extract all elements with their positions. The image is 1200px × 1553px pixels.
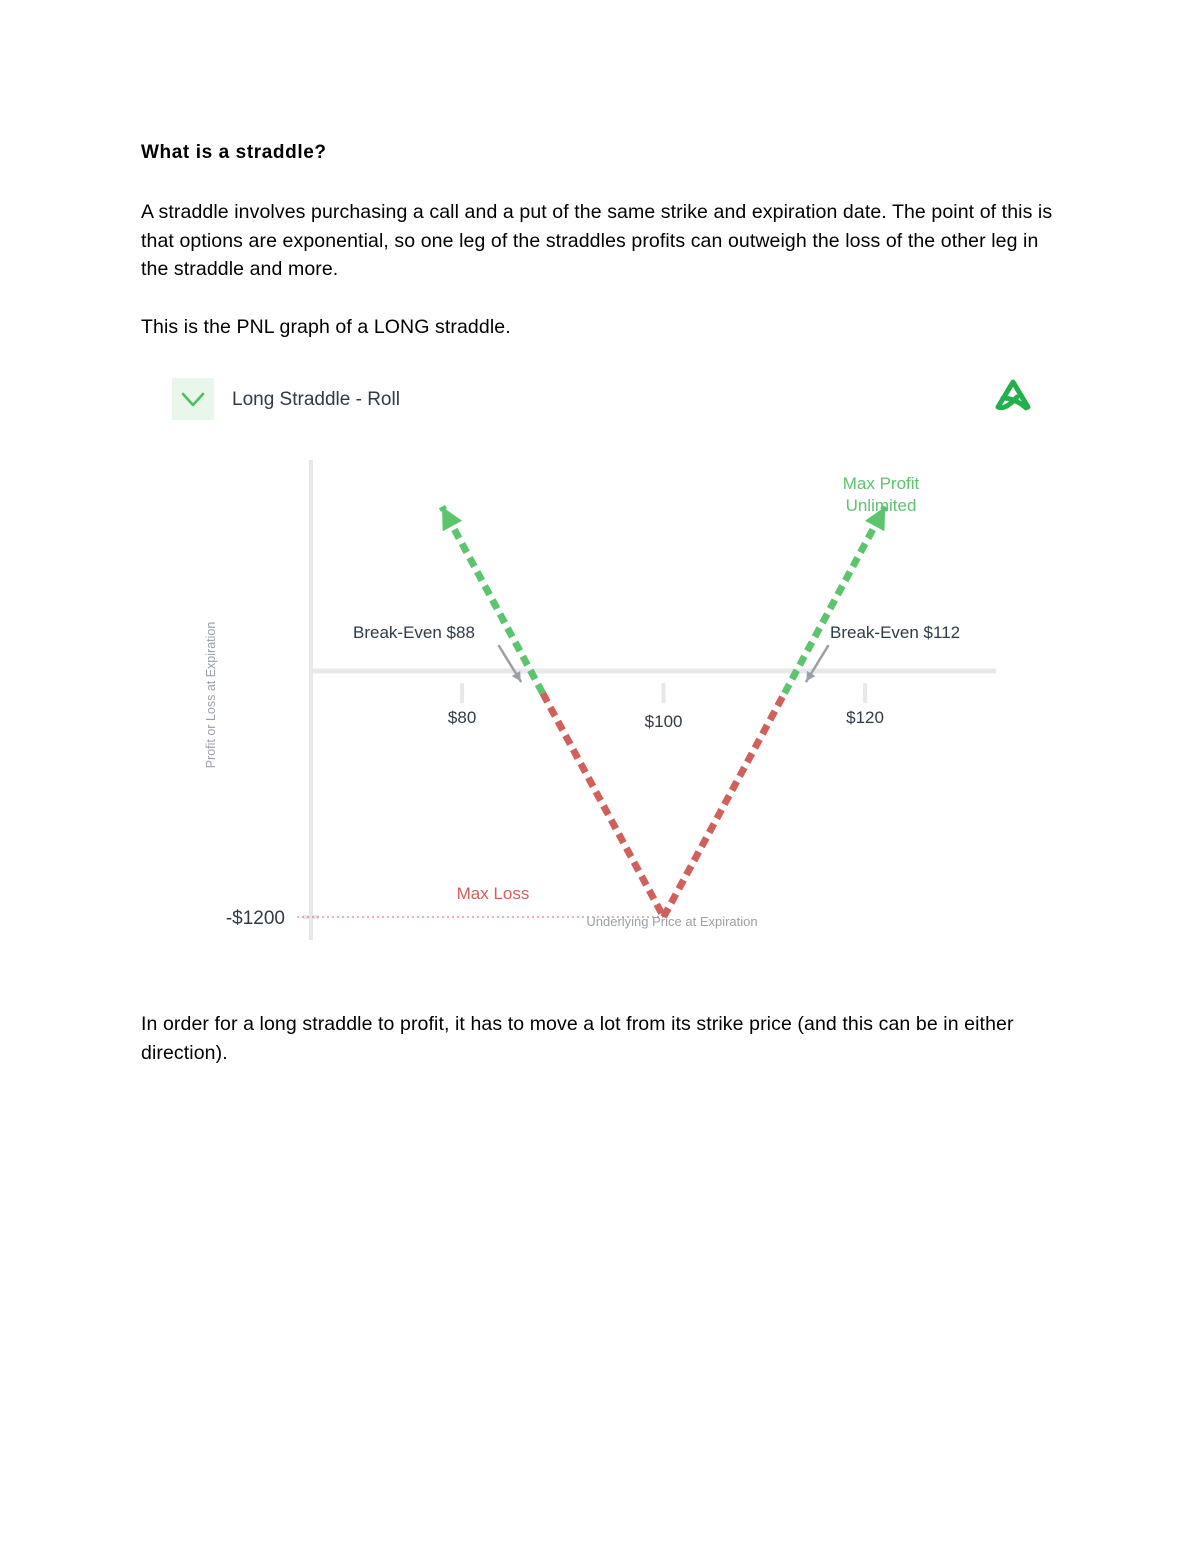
break-even-left-label: Break-Even $88 <box>353 623 475 642</box>
chevron-button-bg[interactable] <box>172 378 214 420</box>
paragraph-conclusion: In order for a long straddle to profit, it has to move a lot from its strike price (and this can be in either direction). <box>141 1013 1014 1064</box>
x-tick-label: $100 <box>644 712 683 732</box>
arrowhead-left-profit <box>442 507 462 532</box>
x-tick-label: $120 <box>846 708 884 728</box>
robinhood-style-logo-icon <box>998 382 1028 408</box>
document-heading: What is a straddle? <box>141 142 327 163</box>
paragraph-graph-intro: This is the PNL graph of a LONG straddle. <box>141 316 511 338</box>
pnl-chart-svg <box>160 365 1060 955</box>
break-even-right-label: Break-Even $112 <box>830 623 961 642</box>
paragraph-definition: A straddle involves purchasing a call and a put of the same strike and expiration date. The point of this is that options are exponential, so one leg of the straddles profits can outweigh the loss of the other leg in the straddle and more. <box>141 201 1053 280</box>
pnl-line-right-profit <box>785 507 886 694</box>
pnl-line-left-profit <box>442 507 543 694</box>
figure-title: Long Straddle - Roll <box>232 389 400 410</box>
max-profit-label: Max Profit <box>842 474 920 493</box>
x-axis-label: Underlying Price at Expiration <box>586 914 758 929</box>
y-axis-label: Profit or Loss at Expiration <box>204 621 218 769</box>
max-profit-sublabel: Unlimited <box>845 496 917 515</box>
pnl-chart-figure <box>160 365 1060 955</box>
x-tick-label: $80 <box>447 708 477 728</box>
y-tick-label: -$1200 <box>225 908 285 930</box>
max-loss-label: Max Loss <box>456 884 530 903</box>
